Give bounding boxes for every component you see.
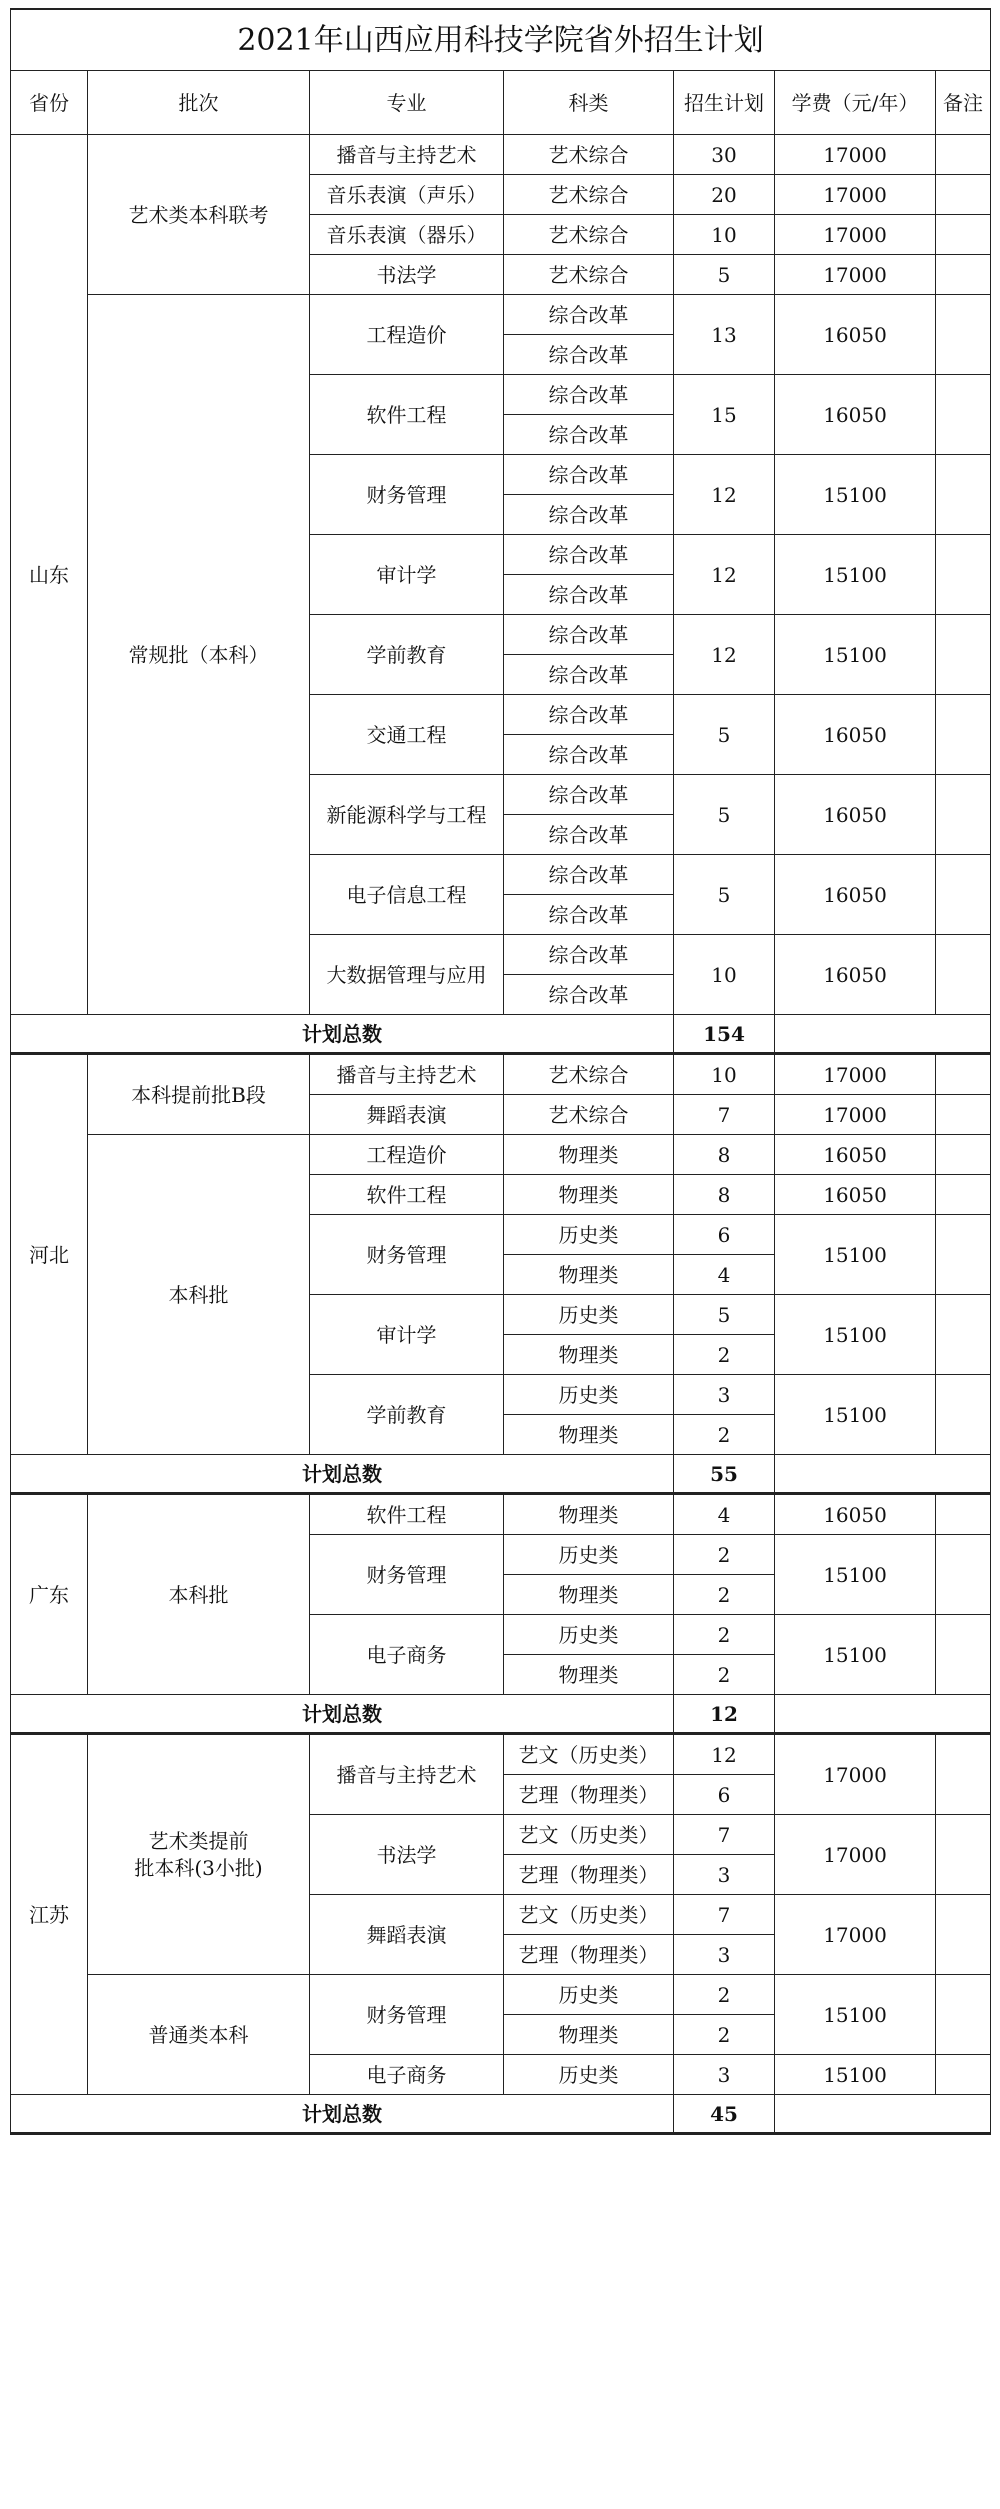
- fee-cell: 16050: [775, 1175, 936, 1215]
- major-cell: 书法学: [310, 1815, 504, 1895]
- fee-cell: 17000: [775, 1054, 936, 1095]
- fee-cell: 17000: [775, 1095, 936, 1135]
- major-cell: 播音与主持艺术: [310, 1054, 504, 1095]
- category-cell: 综合改革: [504, 375, 674, 415]
- fee-cell: 16050: [775, 775, 936, 855]
- plan-cell: 2: [674, 1335, 775, 1375]
- fee-cell: 15100: [775, 2055, 936, 2095]
- fee-cell: 15100: [775, 1215, 936, 1295]
- major-cell: 大数据管理与应用: [310, 935, 504, 1015]
- header-row: [11, 71, 991, 135]
- header-category: 科类: [504, 71, 674, 135]
- category-cell: 历史类: [504, 1375, 674, 1415]
- major-cell: 工程造价: [310, 295, 504, 375]
- fee-cell: 15100: [775, 1975, 936, 2055]
- note-cell: [936, 1494, 991, 1535]
- plan-cell: 6: [674, 1775, 775, 1815]
- note-cell: [936, 775, 991, 855]
- major-cell: 书法学: [310, 255, 504, 295]
- note-cell: [936, 1095, 991, 1135]
- major-cell: 新能源科学与工程: [310, 775, 504, 855]
- category-cell: 艺术综合: [504, 1095, 674, 1135]
- plan-cell: 6: [674, 1215, 775, 1255]
- major-cell: 舞蹈表演: [310, 1895, 504, 1975]
- plan-cell: 5: [674, 255, 775, 295]
- note-cell: [936, 535, 991, 615]
- category-cell: 综合改革: [504, 455, 674, 495]
- category-cell: 历史类: [504, 2055, 674, 2095]
- category-cell: 物理类: [504, 1255, 674, 1295]
- table-title: 2021年山西应用科技学院省外招生计划: [11, 9, 991, 71]
- category-cell: 综合改革: [504, 815, 674, 855]
- province-cell: 山东: [11, 135, 88, 1015]
- total-empty: [775, 1455, 991, 1494]
- major-cell: 音乐表演（器乐）: [310, 215, 504, 255]
- category-cell: 综合改革: [504, 335, 674, 375]
- major-cell: 软件工程: [310, 375, 504, 455]
- note-cell: [936, 1815, 991, 1895]
- category-cell: 物理类: [504, 1175, 674, 1215]
- category-cell: 历史类: [504, 1615, 674, 1655]
- major-cell: 学前教育: [310, 1375, 504, 1455]
- major-cell: 播音与主持艺术: [310, 1734, 504, 1815]
- plan-cell: 10: [674, 215, 775, 255]
- major-cell: 财务管理: [310, 455, 504, 535]
- header-fee: 学费（元/年）: [775, 71, 936, 135]
- category-cell: 综合改革: [504, 975, 674, 1015]
- plan-cell: 2: [674, 1535, 775, 1575]
- note-cell: [936, 295, 991, 375]
- batch-label-line: 批本科(3小批): [134, 1855, 263, 1880]
- fee-cell: 16050: [775, 855, 936, 935]
- enrollment-plan-table: [10, 8, 991, 2135]
- plan-cell: 4: [674, 1494, 775, 1535]
- note-cell: [936, 1895, 991, 1975]
- plan-cell: 13: [674, 295, 775, 375]
- category-cell: 综合改革: [504, 935, 674, 975]
- plan-cell: 2: [674, 2015, 775, 2055]
- batch-cell: 艺术类本科联考: [88, 135, 310, 295]
- fee-cell: 15100: [775, 1295, 936, 1375]
- note-cell: [936, 1215, 991, 1295]
- major-cell: 软件工程: [310, 1175, 504, 1215]
- major-cell: 电子商务: [310, 1615, 504, 1695]
- table-row: [11, 1734, 991, 1775]
- batch-cell: 常规批（本科）: [88, 295, 310, 1015]
- major-cell: 工程造价: [310, 1135, 504, 1175]
- note-cell: [936, 1615, 991, 1695]
- fee-cell: 15100: [775, 535, 936, 615]
- header-major: 专业: [310, 71, 504, 135]
- fee-cell: 17000: [775, 1815, 936, 1895]
- major-cell: 学前教育: [310, 615, 504, 695]
- total-value: 154: [674, 1015, 775, 1054]
- note-cell: [936, 695, 991, 775]
- plan-cell: 7: [674, 1095, 775, 1135]
- plan-cell: 3: [674, 1855, 775, 1895]
- total-label: 计划总数: [11, 2095, 674, 2134]
- category-cell: 综合改革: [504, 695, 674, 735]
- major-cell: 财务管理: [310, 1975, 504, 2055]
- batch-cell: 本科批: [88, 1494, 310, 1695]
- plan-cell: 2: [674, 1575, 775, 1615]
- plan-cell: 12: [674, 615, 775, 695]
- note-cell: [936, 935, 991, 1015]
- table-row: [11, 295, 991, 335]
- total-value: 45: [674, 2095, 775, 2134]
- fee-cell: 16050: [775, 695, 936, 775]
- plan-cell: 2: [674, 1415, 775, 1455]
- fee-cell: 16050: [775, 375, 936, 455]
- plan-cell: 12: [674, 1734, 775, 1775]
- fee-cell: 15100: [775, 455, 936, 535]
- total-empty: [775, 1695, 991, 1734]
- batch-cell: 本科批: [88, 1135, 310, 1455]
- plan-cell: 5: [674, 775, 775, 855]
- category-cell: 艺理（物理类）: [504, 1775, 674, 1815]
- plan-cell: 2: [674, 1615, 775, 1655]
- total-empty: [775, 1015, 991, 1054]
- plan-cell: 3: [674, 1935, 775, 1975]
- total-label: 计划总数: [11, 1015, 674, 1054]
- table-row: [11, 1975, 991, 2015]
- plan-cell: 3: [674, 2055, 775, 2095]
- plan-cell: 10: [674, 935, 775, 1015]
- plan-cell: 20: [674, 175, 775, 215]
- major-cell: 审计学: [310, 535, 504, 615]
- total-row: [11, 1455, 991, 1494]
- total-row: [11, 2095, 991, 2134]
- category-cell: 物理类: [504, 2015, 674, 2055]
- category-cell: 艺文（历史类）: [504, 1815, 674, 1855]
- category-cell: 艺术综合: [504, 135, 674, 175]
- fee-cell: 15100: [775, 1615, 936, 1695]
- fee-cell: 17000: [775, 255, 936, 295]
- category-cell: 艺术综合: [504, 215, 674, 255]
- major-cell: 财务管理: [310, 1535, 504, 1615]
- category-cell: 物理类: [504, 1415, 674, 1455]
- note-cell: [936, 255, 991, 295]
- major-cell: 软件工程: [310, 1494, 504, 1535]
- major-cell: 财务管理: [310, 1215, 504, 1295]
- total-value: 55: [674, 1455, 775, 1494]
- category-cell: 艺理（物理类）: [504, 1855, 674, 1895]
- batch-cell: 本科提前批B段: [88, 1054, 310, 1135]
- category-cell: 历史类: [504, 1975, 674, 2015]
- note-cell: [936, 1375, 991, 1455]
- note-cell: [936, 2055, 991, 2095]
- note-cell: [936, 215, 991, 255]
- fee-cell: 16050: [775, 935, 936, 1015]
- plan-cell: 15: [674, 375, 775, 455]
- note-cell: [936, 1175, 991, 1215]
- province-cell: 河北: [11, 1054, 88, 1455]
- major-cell: 电子商务: [310, 2055, 504, 2095]
- total-label: 计划总数: [11, 1695, 674, 1734]
- batch-label: [134, 1828, 262, 1882]
- fee-cell: 17000: [775, 135, 936, 175]
- note-cell: [936, 375, 991, 455]
- category-cell: 综合改革: [504, 775, 674, 815]
- major-cell: 舞蹈表演: [310, 1095, 504, 1135]
- category-cell: 综合改革: [504, 655, 674, 695]
- note-cell: [936, 1054, 991, 1095]
- header-batch: 批次: [88, 71, 310, 135]
- category-cell: 历史类: [504, 1295, 674, 1335]
- province-cell: 江苏: [11, 1734, 88, 2095]
- fee-cell: 15100: [775, 1375, 936, 1455]
- note-cell: [936, 855, 991, 935]
- total-row: [11, 1015, 991, 1054]
- note-cell: [936, 1734, 991, 1815]
- plan-cell: 8: [674, 1175, 775, 1215]
- fee-cell: 17000: [775, 1734, 936, 1815]
- major-cell: 播音与主持艺术: [310, 135, 504, 175]
- fee-cell: 16050: [775, 1494, 936, 1535]
- category-cell: 艺文（历史类）: [504, 1734, 674, 1775]
- note-cell: [936, 1295, 991, 1375]
- header-note: 备注: [936, 71, 991, 135]
- category-cell: 物理类: [504, 1335, 674, 1375]
- total-row: [11, 1695, 991, 1734]
- category-cell: 物理类: [504, 1494, 674, 1535]
- category-cell: 综合改革: [504, 535, 674, 575]
- category-cell: 艺术综合: [504, 1054, 674, 1095]
- fee-cell: 15100: [775, 615, 936, 695]
- plan-cell: 2: [674, 1975, 775, 2015]
- major-cell: 电子信息工程: [310, 855, 504, 935]
- category-cell: 综合改革: [504, 495, 674, 535]
- category-cell: 综合改革: [504, 735, 674, 775]
- category-cell: 艺术综合: [504, 255, 674, 295]
- category-cell: 综合改革: [504, 575, 674, 615]
- fee-cell: 16050: [775, 1135, 936, 1175]
- total-value: 12: [674, 1695, 775, 1734]
- category-cell: 艺理（物理类）: [504, 1935, 674, 1975]
- category-cell: 物理类: [504, 1135, 674, 1175]
- plan-cell: 3: [674, 1375, 775, 1415]
- plan-cell: 7: [674, 1815, 775, 1855]
- fee-cell: 17000: [775, 215, 936, 255]
- category-cell: 综合改革: [504, 615, 674, 655]
- plan-cell: 5: [674, 855, 775, 935]
- plan-cell: 30: [674, 135, 775, 175]
- note-cell: [936, 1975, 991, 2055]
- plan-cell: 12: [674, 455, 775, 535]
- category-cell: 物理类: [504, 1575, 674, 1615]
- batch-label-line: 艺术类提前: [148, 1828, 249, 1853]
- major-cell: 音乐表演（声乐）: [310, 175, 504, 215]
- category-cell: 历史类: [504, 1215, 674, 1255]
- major-cell: 交通工程: [310, 695, 504, 775]
- fee-cell: 15100: [775, 1535, 936, 1615]
- category-cell: 艺术综合: [504, 175, 674, 215]
- total-empty: [775, 2095, 991, 2134]
- title-row: [11, 9, 991, 71]
- batch-cell: [88, 1734, 310, 1975]
- plan-cell: 2: [674, 1655, 775, 1695]
- category-cell: 综合改革: [504, 415, 674, 455]
- plan-cell: 7: [674, 1895, 775, 1935]
- category-cell: 历史类: [504, 1535, 674, 1575]
- note-cell: [936, 135, 991, 175]
- total-label: 计划总数: [11, 1455, 674, 1494]
- category-cell: 综合改革: [504, 895, 674, 935]
- batch-cell: 普通类本科: [88, 1975, 310, 2095]
- header-province: 省份: [11, 71, 88, 135]
- plan-cell: 10: [674, 1054, 775, 1095]
- category-cell: 艺文（历史类）: [504, 1895, 674, 1935]
- note-cell: [936, 1135, 991, 1175]
- fee-cell: 16050: [775, 295, 936, 375]
- plan-cell: 8: [674, 1135, 775, 1175]
- plan-cell: 12: [674, 535, 775, 615]
- fee-cell: 17000: [775, 175, 936, 215]
- plan-cell: 5: [674, 1295, 775, 1335]
- category-cell: 综合改革: [504, 855, 674, 895]
- category-cell: 物理类: [504, 1655, 674, 1695]
- header-plan: 招生计划: [674, 71, 775, 135]
- province-cell: 广东: [11, 1494, 88, 1695]
- note-cell: [936, 175, 991, 215]
- note-cell: [936, 1535, 991, 1615]
- fee-cell: 17000: [775, 1895, 936, 1975]
- plan-cell: 5: [674, 695, 775, 775]
- note-cell: [936, 455, 991, 535]
- category-cell: 综合改革: [504, 295, 674, 335]
- major-cell: 审计学: [310, 1295, 504, 1375]
- plan-cell: 4: [674, 1255, 775, 1295]
- note-cell: [936, 615, 991, 695]
